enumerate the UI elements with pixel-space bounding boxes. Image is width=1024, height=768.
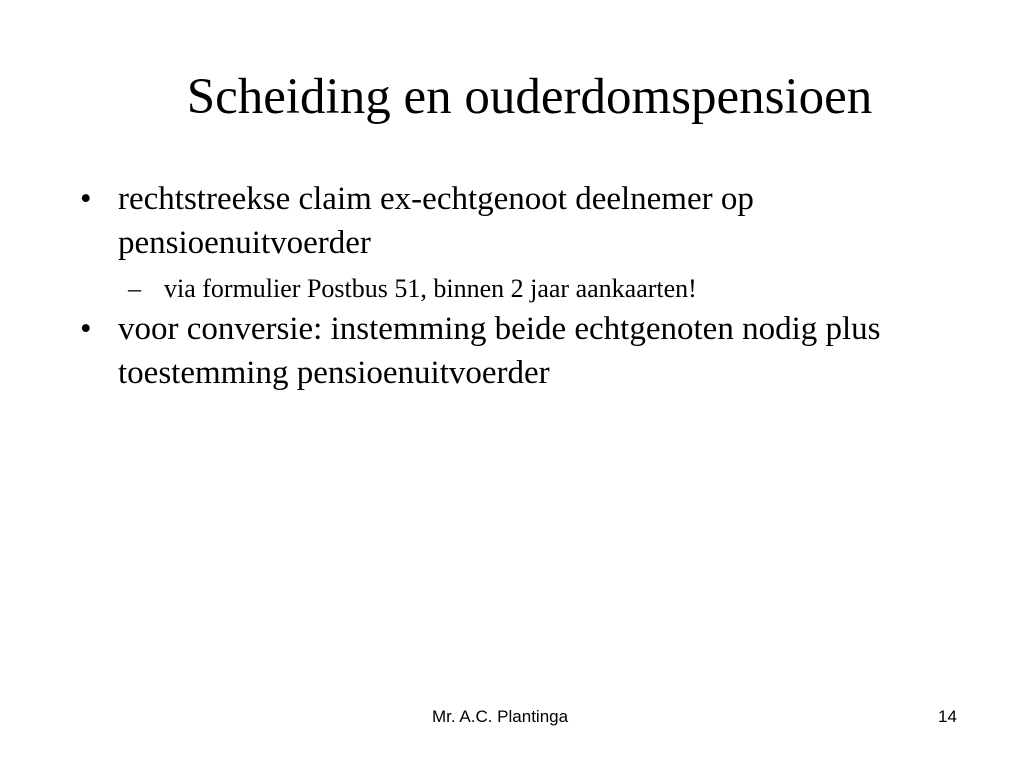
bullet-item-2 xyxy=(80,307,980,395)
sub-bullet-marker: – xyxy=(128,274,141,303)
bullet-text: voor conversie: instemming beide echtgenoten nodig plus toestemming pensioenuitvoerder xyxy=(118,311,881,391)
bullet-text: rechtstreekse claim ex-echtgenoot deelnemer op pensioenuitvoerder xyxy=(118,181,754,261)
bullet-marker: • xyxy=(80,311,92,347)
bullet-marker: • xyxy=(80,181,92,217)
slide-body xyxy=(80,177,980,395)
slide-title: Scheiding en ouderdomspensioen xyxy=(186,69,873,125)
sub-bullet-item-1 xyxy=(128,271,980,307)
sub-bullet-text: via formulier Postbus 51, binnen 2 jaar aankaarten! xyxy=(164,274,697,303)
footer-author: Mr. A.C. Plantinga xyxy=(432,707,569,726)
bullet-item-1 xyxy=(80,177,980,265)
footer-page-number: 14 xyxy=(938,707,957,726)
